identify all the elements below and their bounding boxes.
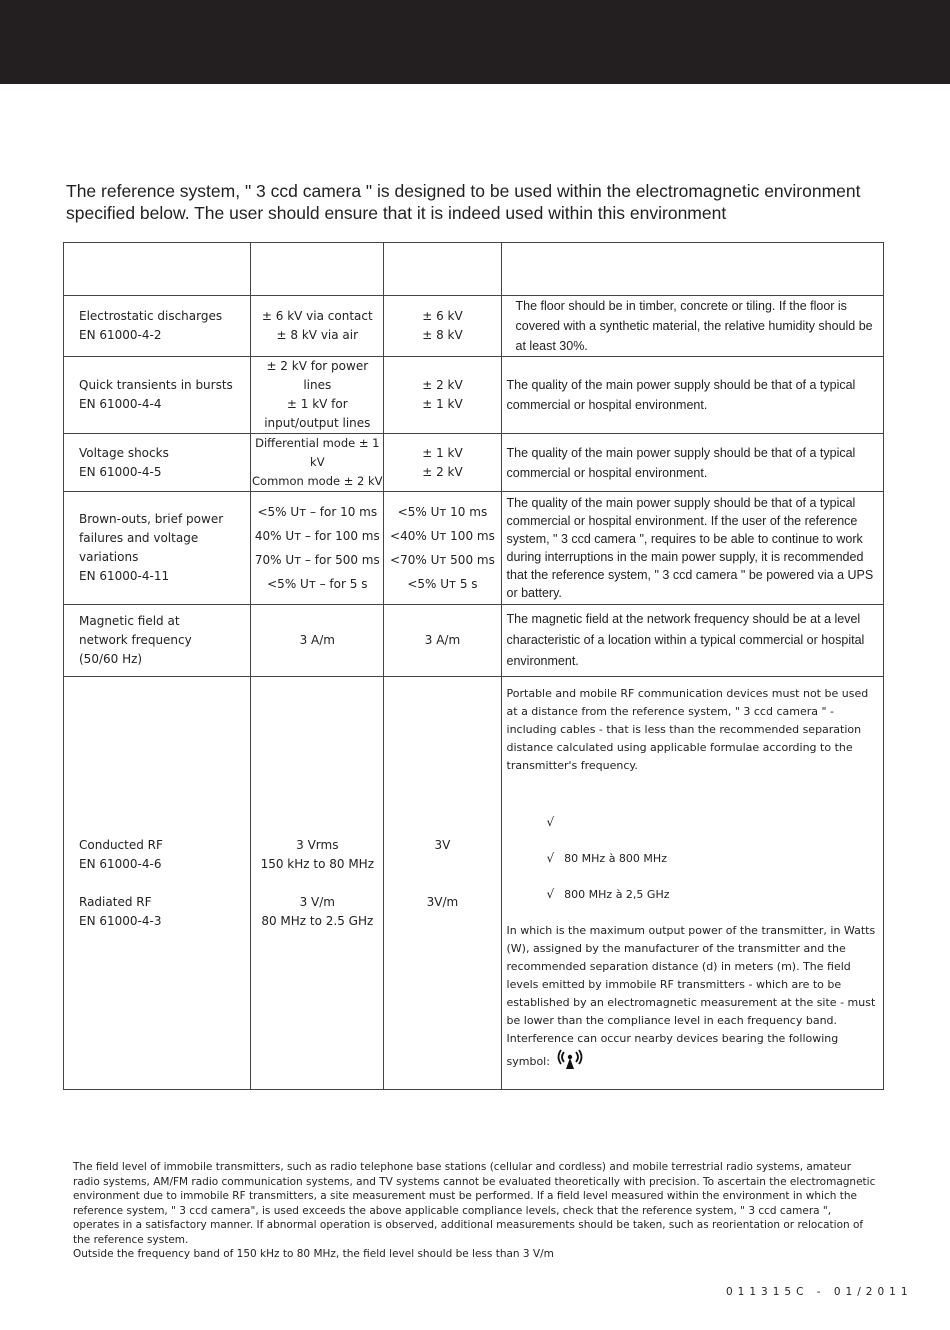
compliance-cell xyxy=(384,434,501,492)
level-value: <5% Uт – for 5 s xyxy=(267,577,368,591)
table-row xyxy=(64,357,884,434)
compliance-value: <70% Uт 500 ms xyxy=(390,553,495,567)
test-name: network frequency xyxy=(79,633,192,647)
compliance-value: ± 6 kV xyxy=(422,309,463,323)
compliance-value: <40% Uт 100 ms xyxy=(390,529,495,543)
compliance-value: ± 8 kV xyxy=(422,328,463,342)
header-cell xyxy=(64,243,251,296)
compliance-cell xyxy=(384,492,501,605)
guidance-cell xyxy=(501,677,883,1090)
test-name: failures and voltage xyxy=(79,531,199,545)
test-level-cell xyxy=(251,296,384,357)
symbol-line xyxy=(507,1048,877,1076)
compliance-cell xyxy=(384,677,501,1090)
formula-range: 800 MHz à 2,5 GHz xyxy=(564,888,670,901)
level-value: ± 8 kV via air xyxy=(276,328,359,342)
sqrt-icon: √ xyxy=(546,887,555,901)
formula-line xyxy=(507,804,877,840)
guidance-cell: The floor should be in timber, concrete or tiling. If the floor is covered with a synthetic material, the relative humidity should be at least 30%. xyxy=(501,296,883,357)
test-name: Quick transients in bursts xyxy=(79,378,233,392)
compliance-cell: 3 A/m xyxy=(384,605,501,677)
header-cell xyxy=(251,243,384,296)
header-bar xyxy=(0,0,950,84)
compliance-value: 3V xyxy=(434,837,451,852)
level-value: 40% Uт – for 100 ms xyxy=(254,529,380,543)
test-name: variations xyxy=(79,550,139,564)
test-standard: EN 61000-4-2 xyxy=(79,328,162,342)
test-name: Voltage shocks xyxy=(79,445,169,460)
compliance-cell xyxy=(384,296,501,357)
non-ionizing-radiation-icon xyxy=(555,1048,585,1076)
level-value: Differential mode ± 1 kV xyxy=(255,436,380,469)
guidance-cell: The quality of the main power supply should be that of a typical commercial or hospital environment. If the user of the reference system, " 3 ccd camera ", requires to be able to continue to work during interruptions in the main power supply, it is recommended that the reference system, " 3 ccd camera " be powered via a UPS or battery. xyxy=(501,492,883,605)
sqrt-icon: √ xyxy=(546,815,555,829)
table-row xyxy=(64,296,884,357)
level-value: ± 6 kV via contact xyxy=(261,309,373,323)
emc-immunity-table xyxy=(63,242,884,1090)
compliance-value: ± 2 kV xyxy=(422,464,463,479)
test-cell xyxy=(64,605,251,677)
formula-range: 80 MHz à 800 MHz xyxy=(564,852,667,865)
header-cell xyxy=(501,243,883,296)
rf-guidance-intro: Portable and mobile RF communication devices must not be used at a distance from the reference system, " 3 ccd camera " - including cables - that is less than the recommended separation distance calculated using applicable formulae according to the transmitter's frequency. xyxy=(506,687,869,772)
test-standard: EN 61000-4-3 xyxy=(79,913,162,928)
footnote-frequency: Outside the frequency band of 150 kHz to 80 MHz, the field level should be less than 3 V/m xyxy=(73,1248,554,1260)
intro-paragraph: The reference system, " 3 ccd camera " is designed to be used within the electromagnetic environment specified below. The user should ensure that it is indeed used within this environment xyxy=(66,181,861,223)
guidance-cell: The magnetic field at the network frequency should be at a level characteristic of a location within a typical commercial or hospital environment. xyxy=(501,605,883,677)
guidance-cell: The quality of the main power supply should be that of a typical commercial or hospital environment. xyxy=(501,357,883,434)
test-name: Brown-outs, brief power xyxy=(79,512,224,526)
header-cell xyxy=(384,243,501,296)
test-name: (50/60 Hz) xyxy=(79,652,143,666)
test-level-cell xyxy=(251,677,384,1090)
test-cell xyxy=(64,492,251,605)
test-cell xyxy=(64,357,251,434)
test-standard: EN 61000-4-11 xyxy=(79,569,170,583)
level-value: ± 1 kV for xyxy=(286,397,348,411)
level-value: 3 V/m xyxy=(299,894,335,909)
level-value: 150 kHz to 80 MHz xyxy=(260,856,375,871)
compliance-value: ± 2 kV xyxy=(422,378,463,392)
compliance-value: <5% Uт 10 ms xyxy=(397,505,488,519)
formula-line xyxy=(507,840,877,876)
sqrt-icon: √ xyxy=(546,851,555,865)
compliance-value: 3V/m xyxy=(426,894,459,909)
document-reference: 011315C - 01/2011 xyxy=(726,1286,913,1298)
test-standard: EN 61000-4-5 xyxy=(79,464,162,479)
table-header-row xyxy=(64,243,884,296)
test-cell xyxy=(64,296,251,357)
test-level-cell xyxy=(251,357,384,434)
test-name: Magnetic field at xyxy=(79,614,180,628)
compliance-value: ± 1 kV xyxy=(422,445,463,460)
level-value: <5% Uт – for 10 ms xyxy=(257,505,378,519)
formula-line xyxy=(507,876,877,912)
test-level-cell: 3 A/m xyxy=(251,605,384,677)
level-value: 3 Vrms xyxy=(296,837,339,852)
level-value: 70% Uт – for 500 ms xyxy=(254,553,380,567)
test-level-cell xyxy=(251,434,384,492)
test-standard: EN 61000-4-4 xyxy=(79,397,162,411)
test-name: Radiated RF xyxy=(79,894,152,909)
test-name: Conducted RF xyxy=(79,837,163,852)
table-row xyxy=(64,605,884,677)
table-row-rf xyxy=(64,677,884,1090)
test-cell xyxy=(64,677,251,1090)
guidance-cell: The quality of the main power supply should be that of a typical commercial or hospital environment. xyxy=(501,434,883,492)
rf-guidance-text: In which is the maximum output power of the transmitter, in Watts (W), assigned by the manufacturer of the transmitter and the recommended separation distance (d) in meters (m). The field levels emitted by immobile RF transmitters - which are to be established by an electromagnetic measurement at the site - must be lower than the compliance level in each frequency band. Interference can occur nearby devices bearing the following xyxy=(506,924,876,1045)
level-value: input/output lines xyxy=(264,416,371,430)
compliance-value: <5% Uт 5 s xyxy=(407,577,478,591)
compliance-cell xyxy=(384,357,501,434)
level-value: 80 MHz to 2.5 GHz xyxy=(261,913,374,928)
table-row xyxy=(64,434,884,492)
table-row xyxy=(64,492,884,605)
test-cell xyxy=(64,434,251,492)
compliance-value: ± 1 kV xyxy=(422,397,463,411)
level-value: Common mode ± 2 kV xyxy=(252,474,383,488)
level-value: ± 2 kV for power lines xyxy=(266,359,369,392)
test-level-cell xyxy=(251,492,384,605)
test-standard: EN 61000-4-6 xyxy=(79,856,162,871)
symbol-label: symbol: xyxy=(506,1055,550,1068)
footnote: The field level of immobile transmitters, such as radio telephone base stations (cellular and cordless) and mobile terrestrial radio systems, amateur radio systems, AM/FM radio communication systems, and TV systems cannot be evaluated theoretically with precision. To ascertain the electromagnetic environment due to immobile RF transmitters, a site measurement must be performed. If a field level measured within the environment in which the reference system, " 3 ccd camera", is used exceeds the above applicable compliance levels, check that the reference system, " 3 ccd camera ", operates in a satisfactory manner. If abnormal operation is observed, additional measurements should be taken, such as reorientation or relocation of the reference system. xyxy=(73,1161,876,1246)
test-name: Electrostatic discharges xyxy=(79,309,223,323)
